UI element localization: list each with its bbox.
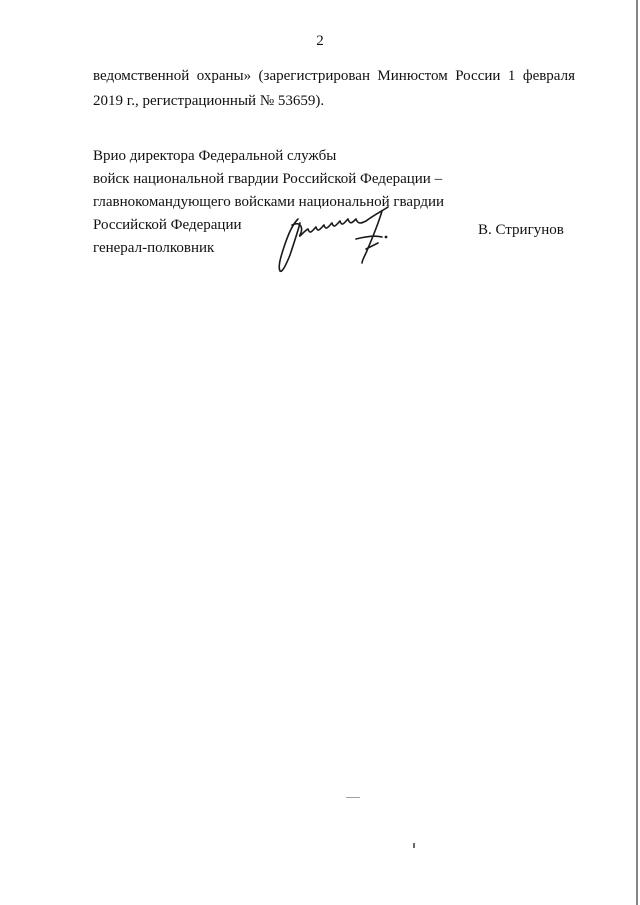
scan-edge [636, 0, 638, 905]
signer-name: В. Стригунов [478, 222, 564, 238]
scan-speck [413, 843, 415, 848]
signer-title-line-3: главнокомандующего войсками национальной гвардии [93, 194, 445, 210]
handwritten-signature-icon [270, 205, 400, 280]
page-number: 2 [316, 33, 324, 49]
body-line-1: ведомственной охраны» (зарегистрирован Минюстом России 1 февраля [93, 68, 575, 84]
signer-rank: генерал-полковник [93, 240, 215, 256]
signer-title-line-2: войск национальной гвардии Российской Федерации – [93, 171, 443, 187]
scan-speck [346, 797, 360, 798]
body-line-2: 2019 г., регистрационный № 53659). [93, 93, 325, 109]
signer-title-line-4: Российской Федерации [93, 217, 242, 233]
body-paragraph [93, 64, 575, 114]
signer-title-line-1: Врио директора Федеральной службы [93, 148, 337, 164]
